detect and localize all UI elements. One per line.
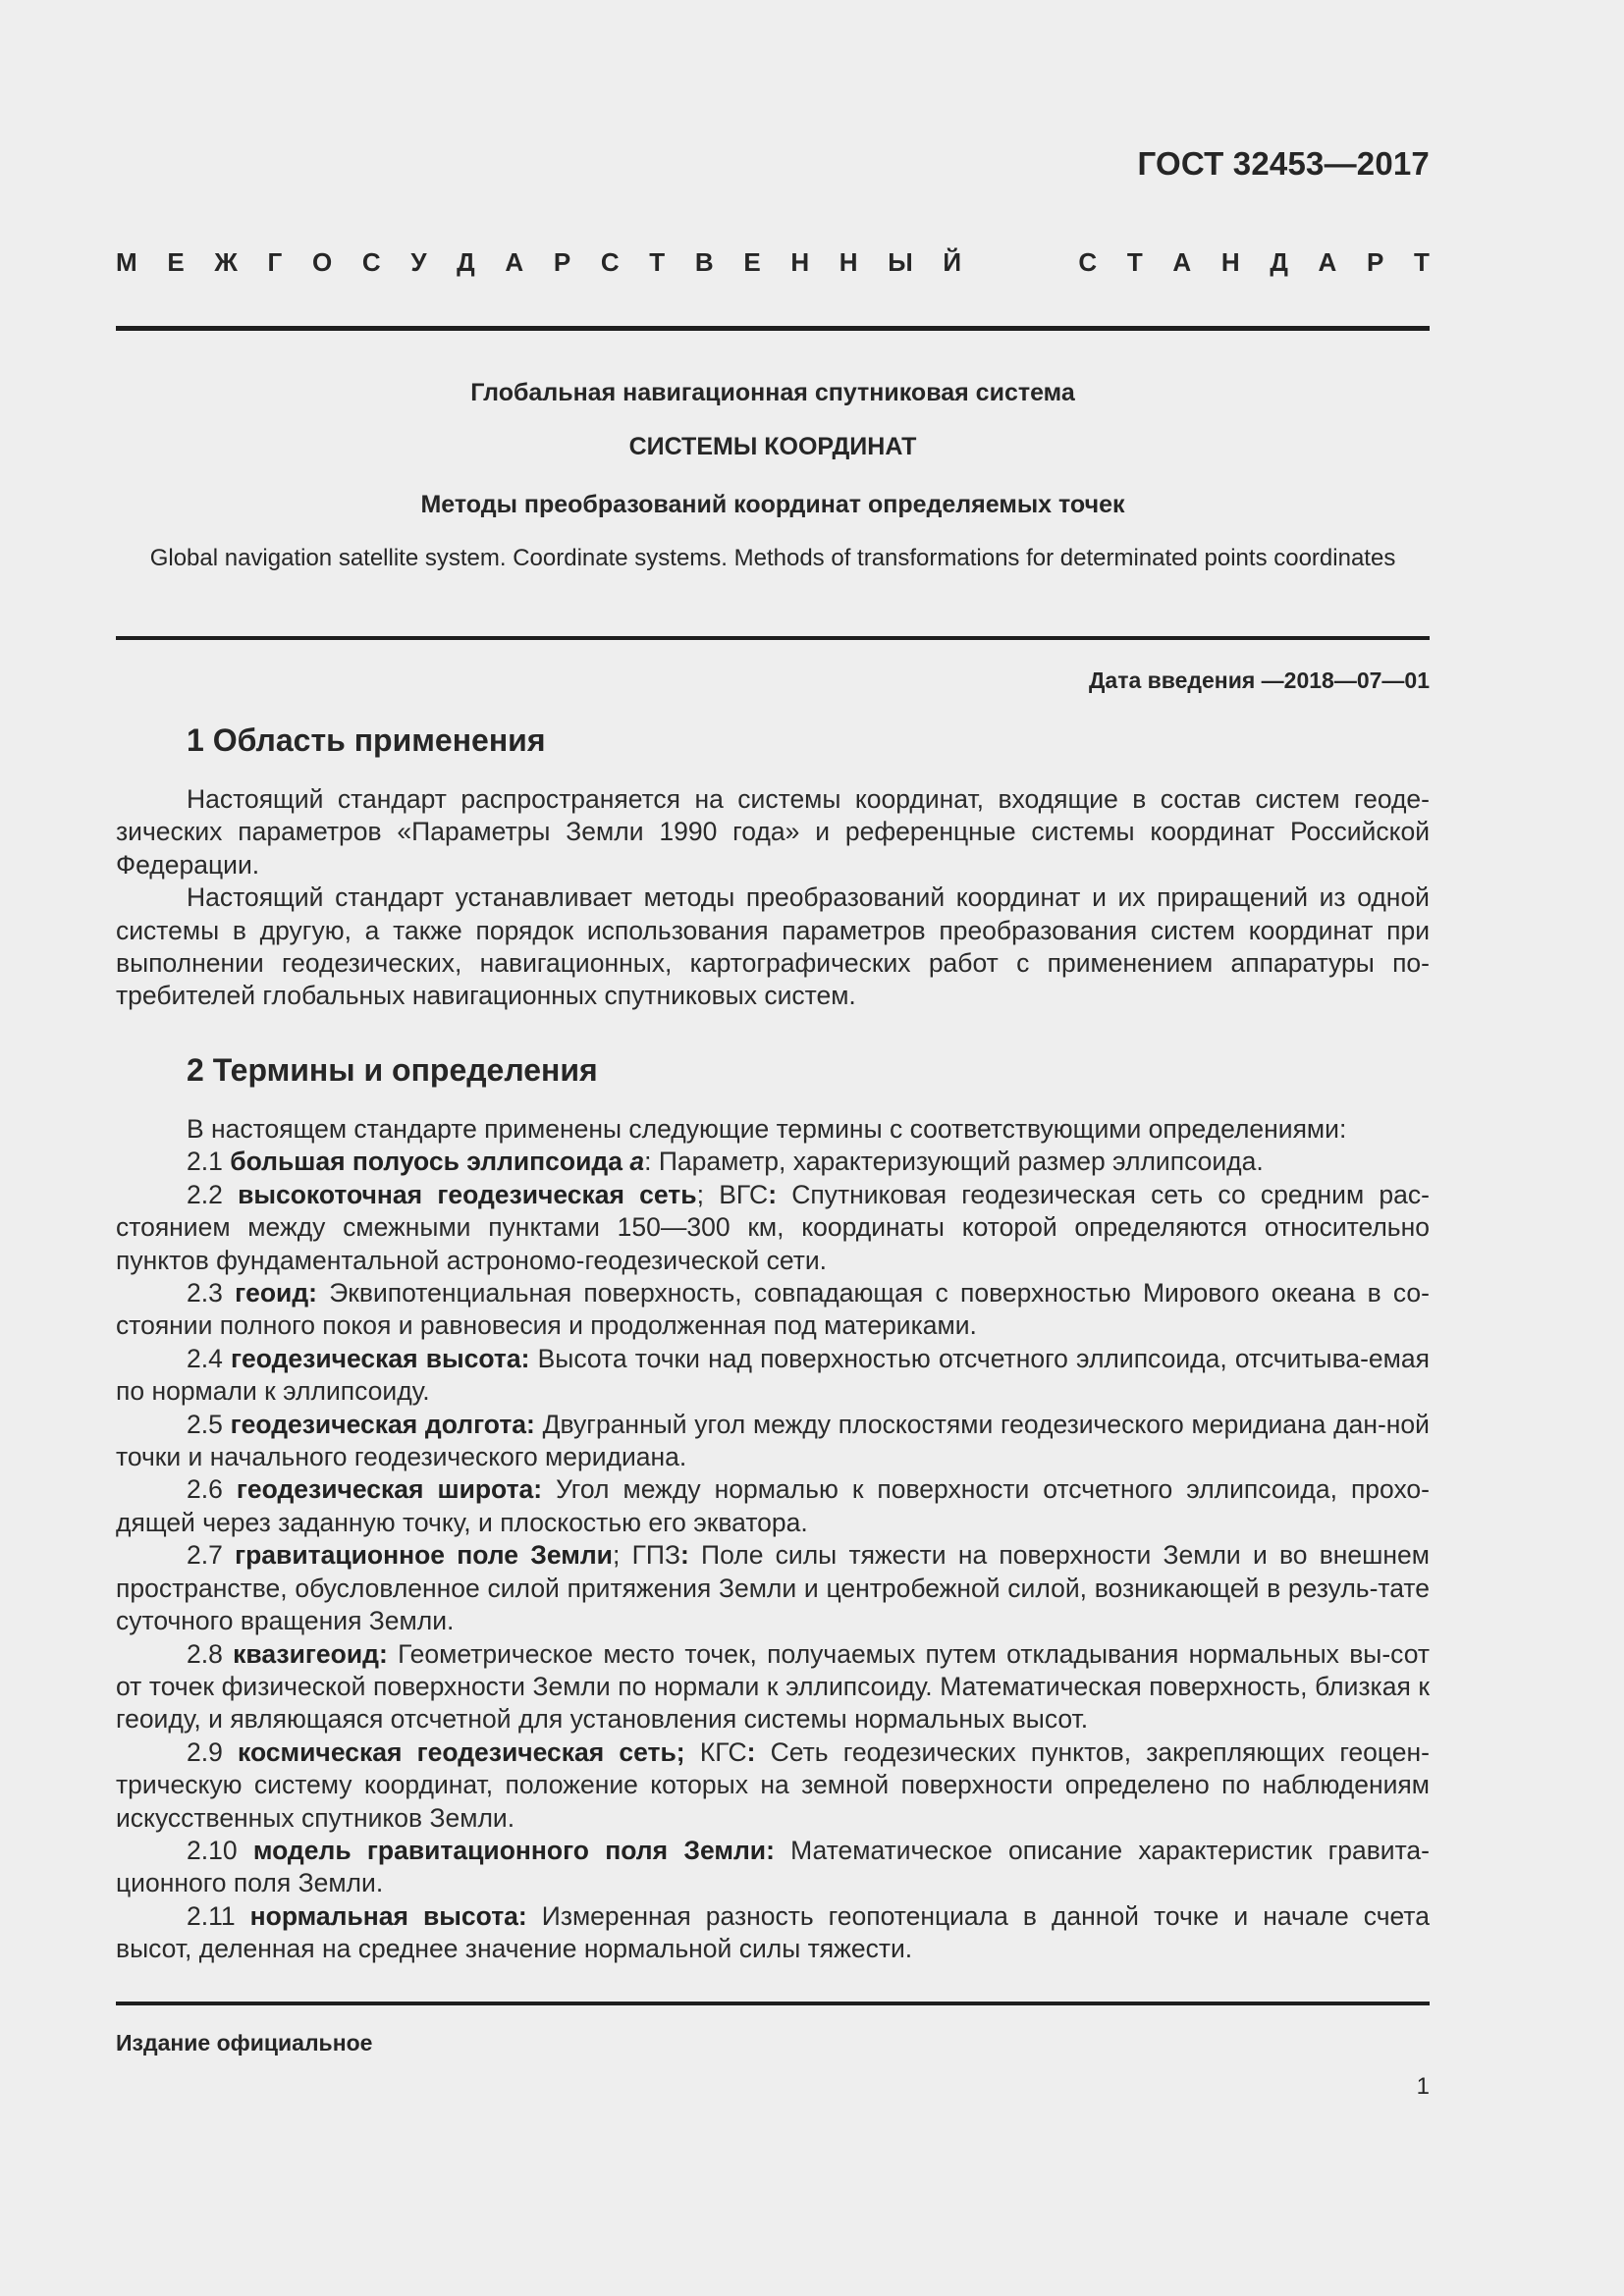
term-name-group: [235, 1278, 317, 1308]
section-1-paragraph-1: Настоящий стандарт распространяется на системы координат, входящие в состав систем геоде-зических параметров «Параметры Земли 1990 года» и референцные системы координат Российской Федерации.: [116, 784, 1430, 880]
term-definition: Сеть геодезических пунктов, закрепляющих геоцен-трическую систему координат, положение которых на земной поверхности определено по наблюдениям искусственных спутников Земли.: [116, 1736, 1430, 1833]
official-edition-label: Издание официальное: [116, 2030, 373, 2056]
banner-letter: Т: [1126, 247, 1143, 277]
term-name: космическая геодезическая сеть;: [238, 1736, 685, 1767]
banner-letter: Т: [649, 247, 666, 277]
title-block: [116, 379, 1430, 572]
term-item: [116, 1736, 1430, 1835]
standard-banner: [116, 247, 1430, 278]
term-definition: Спутниковая геодезическая сеть со средним рас-стоянием между смежными пунктами 150—300 км, координаты которой определяются относительно пунктов фундаментальной астрономо-геодезической сети.: [116, 1179, 1430, 1275]
banner-letter: С: [600, 247, 620, 277]
banner-letter: Р: [553, 247, 571, 277]
term-number: 2.11: [187, 1900, 236, 1931]
title-line-2: СИСТЕМЫ КООРДИНАТ: [628, 433, 917, 460]
term-item: [116, 1473, 1430, 1539]
title-line-1: Глобальная навигационная спутниковая система: [470, 379, 1075, 406]
banner-letter: Д: [1270, 247, 1288, 277]
footer-divider: [116, 2002, 1430, 2005]
banner-letter: Р: [1366, 247, 1384, 277]
term-separator: ;: [696, 1179, 704, 1209]
term-definition: Поле силы тяжести на поверхности Земли и во внешнем пространстве, обусловленное силой притяжения Земли и центробежной силой, возникающей в резуль-тате суточного вращения Земли.: [116, 1540, 1431, 1636]
term-definition: Высота точки над поверхностью отсчетного эллипсоида, отсчитыва-емая по нормали к эллипсоиду.: [116, 1343, 1430, 1407]
term-item: [116, 1409, 1430, 1474]
banner-letter: А: [1318, 247, 1337, 277]
term-name-group: [250, 1901, 527, 1931]
term-number: 2.8: [187, 1638, 223, 1669]
term-item: [116, 1179, 1430, 1277]
banner-letter: Н: [839, 247, 858, 277]
term-item: [116, 1539, 1430, 1637]
banner-letter: Е: [743, 247, 761, 277]
term-name: высокоточная геодезическая сеть: [238, 1179, 697, 1209]
term-number: 2.4: [187, 1343, 223, 1373]
banner-letter: Н: [1220, 247, 1240, 277]
term-colon: :: [746, 1736, 756, 1767]
banner-letter: Д: [457, 247, 475, 277]
term-definition: Математическое описание характеристик гравита-ционного поля Земли.: [116, 1835, 1430, 1898]
title-divider: [116, 636, 1430, 640]
term-number: 2.2: [187, 1179, 223, 1209]
term-item: [116, 1638, 1430, 1736]
term-item: [116, 1343, 1430, 1409]
banner-letter: О: [311, 247, 333, 277]
term-separator: ;: [612, 1540, 621, 1571]
term-name: геоид:: [235, 1278, 317, 1308]
term-name-group: [233, 1639, 388, 1669]
term-name-group: [231, 1344, 529, 1373]
banner-letter: Е: [167, 247, 185, 277]
banner-letter: В: [694, 247, 714, 277]
term-definition: Двугранный угол между плоскостями геодезического меридиана дан-ной точки и начального геодезического меридиана.: [116, 1409, 1430, 1472]
banner-letter: Н: [790, 247, 810, 277]
term-number: 2.1: [187, 1147, 223, 1177]
term-name: гравитационное поле Земли: [235, 1540, 613, 1571]
section-2-intro: В настоящем стандарте применены следующие термины с соответствующими определениями:: [187, 1114, 1347, 1144]
term-name: квазигеоид:: [233, 1638, 388, 1669]
section-2-heading: 2 Термины и определения: [187, 1052, 598, 1088]
term-number: 2.3: [187, 1278, 223, 1308]
term-definition: Параметр, характеризующий размер эллипсоида.: [658, 1147, 1264, 1177]
banner-letter: А: [505, 247, 524, 277]
term-name-group: [253, 1836, 775, 1865]
term-symbol: a: [629, 1147, 645, 1177]
banner-letter: У: [410, 247, 427, 277]
banner-letter: Ж: [214, 247, 238, 277]
banner-letter: С: [361, 247, 381, 277]
title-line-3: Методы преобразований координат определяемых точек: [420, 491, 1125, 518]
term-name-group: [231, 1410, 535, 1439]
term-name-group: [237, 1474, 542, 1504]
term-name-group: [238, 1737, 685, 1767]
term-abbreviation: ВГС: [719, 1179, 769, 1209]
banner-letter: Т: [1414, 247, 1430, 277]
term-number: 2.10: [187, 1835, 238, 1865]
term-item: [116, 1277, 1430, 1343]
term-definition: Угол между нормалью к поверхности отсчетного эллипсоида, прохо-дящей через заданную точку, и плоскостью его экватора.: [116, 1474, 1430, 1537]
term-name-group: [238, 1180, 697, 1209]
section-2-body: [116, 1113, 1430, 1966]
page-number: 1: [1416, 2073, 1430, 2100]
term-name-group: [230, 1147, 644, 1176]
term-item: [116, 1146, 1430, 1178]
term-name-group: [235, 1540, 613, 1570]
term-colon: :: [768, 1179, 778, 1209]
term-definition: Эквипотенциальная поверхность, совпадающая с поверхностью Мирового океана в со-стоянии полного покоя и равновесия и продолженная под материками.: [116, 1278, 1430, 1341]
term-number: 2.7: [187, 1540, 223, 1571]
term-item: [116, 1835, 1430, 1900]
term-abbreviation: ГПЗ: [631, 1540, 680, 1571]
term-name: геодезическая долгота:: [230, 1409, 535, 1439]
term-number: 2.9: [187, 1736, 223, 1767]
term-name: нормальная высота:: [249, 1900, 527, 1931]
section-1-body: [116, 783, 1430, 1013]
term-colon: :: [679, 1540, 689, 1571]
term-item: [116, 1900, 1430, 1966]
term-name: модель гравитационного поля Земли:: [252, 1835, 775, 1865]
introduction-date: Дата введения —2018—07—01: [1089, 667, 1430, 693]
banner-letter: Ы: [888, 247, 913, 277]
banner-letter: А: [1172, 247, 1192, 277]
section-1-paragraph-2: Настоящий стандарт устанавливает методы преобразований координат и их приращений из одной системы в другую, а также порядок использования параметров преобразования систем координат при выполнении геодезических, навигационных, картографических работ с применением аппаратуры по-требителей глобальных навигационных спутниковых систем.: [116, 882, 1430, 1011]
title-english: Global navigation satellite system. Coordinate systems. Methods of transformations for determinated points coordinates: [149, 545, 1396, 571]
term-name: большая полуось эллипсоида: [230, 1147, 623, 1177]
term-definition: Геометрическое место точек, получаемых путем откладывания нормальных вы-сот от точек физической поверхности Земли по нормали к эллипсоиду. Математическая поверхность, близкая к геоиду, и являющаяся отсчетной для установления системы нормальных высот.: [116, 1638, 1430, 1735]
banner-letter: С: [1078, 247, 1098, 277]
banner-letter: Г: [267, 247, 283, 277]
banner-letter: М: [116, 247, 137, 277]
document-code: ГОСТ 32453—2017: [1137, 145, 1430, 182]
top-divider: [116, 326, 1430, 331]
section-1-heading: 1 Область применения: [187, 722, 546, 758]
term-name: геодезическая высота:: [230, 1343, 530, 1373]
term-separator: :: [644, 1147, 652, 1177]
banner-letter: Й: [943, 247, 962, 277]
banner-word-gap: [992, 247, 1049, 278]
term-number: 2.5: [187, 1409, 223, 1439]
term-abbreviation: КГС: [699, 1736, 747, 1767]
term-name: геодезическая широта:: [236, 1474, 543, 1505]
term-number: 2.6: [187, 1474, 223, 1505]
term-definition: Измеренная разность геопотенциала в данной точке и начале счета высот, деленная на среднее значение нормальной силы тяжести.: [116, 1900, 1430, 1964]
